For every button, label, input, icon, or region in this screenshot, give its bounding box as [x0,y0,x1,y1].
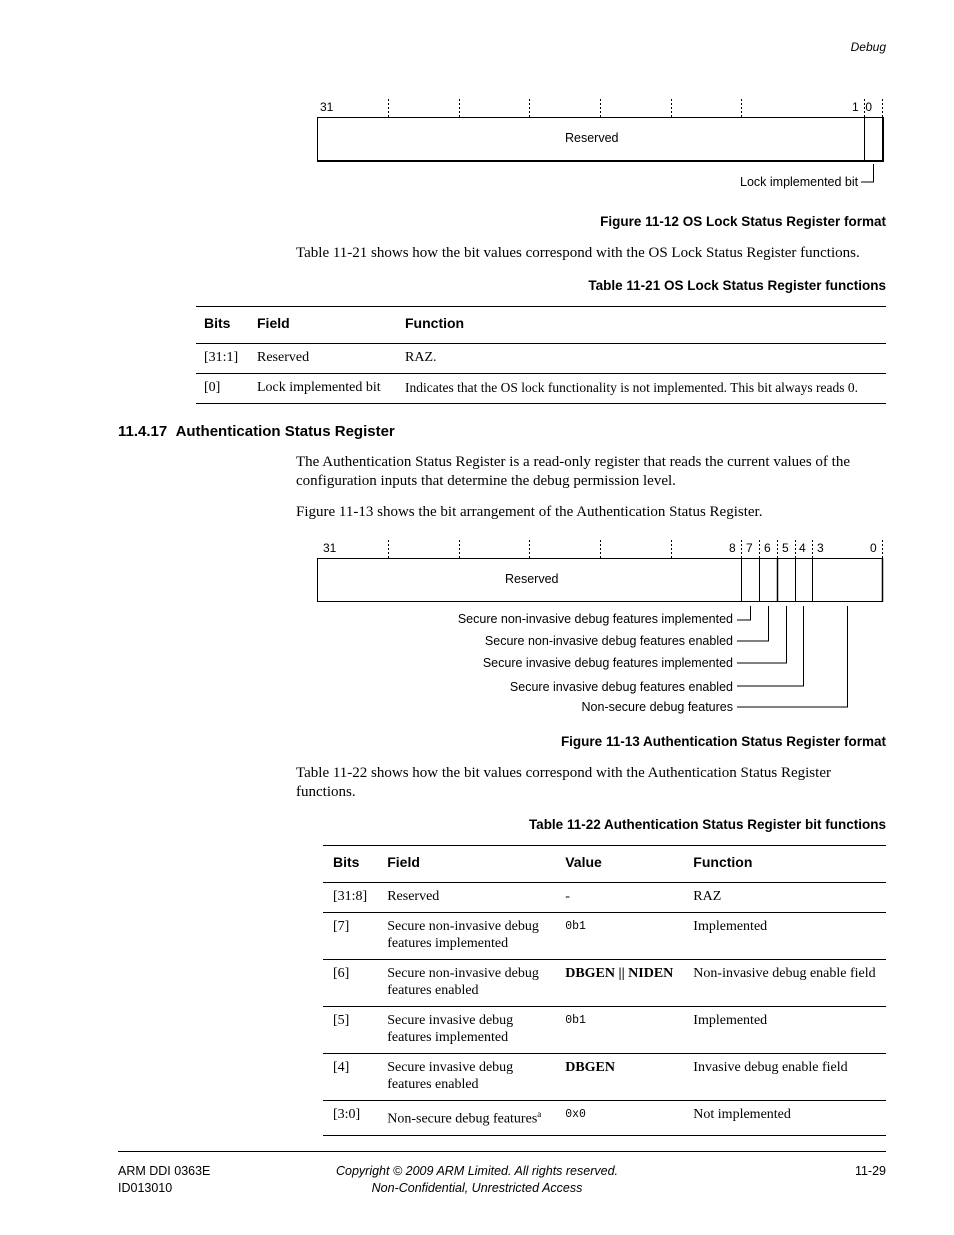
paragraph-3: Figure 11-13 shows the bit arrangement of the Authentication Status Register. [296,504,763,520]
cell-field: Secure invasive debug features enabled [377,1054,555,1101]
bit-label-3: 3 [817,541,824,555]
footnote-marker: a [537,1109,542,1119]
footer-center [302,1163,652,1197]
field-text: Non-secure debug features [387,1111,538,1127]
cell-function: Implemented [683,913,886,960]
bit-label-8: 8 [729,541,736,555]
bit-label-0: 0 [870,541,877,555]
cell-function: Non-invasive debug enable field [683,960,886,1007]
reserved-label-13: Reserved [505,572,559,586]
table-row [323,883,886,913]
table-row [323,960,886,1007]
col-function: Function [683,846,886,883]
figure-11-13 [0,530,954,720]
table-row [196,344,886,374]
table-21-caption: Table 11-21 OS Lock Status Register functions [588,278,886,293]
cell-bits: [7] [323,913,377,960]
table-header-row [196,307,886,344]
table-row [323,1007,886,1054]
cell-function: Implemented [683,1007,886,1054]
cell-field: Reserved [377,883,555,913]
paragraph-4: Table 11-22 shows how the bit values correspond with the Authentication Status Register functions. [296,765,831,800]
page-number: 11-29 [854,1164,886,1178]
cell-field [377,1101,555,1136]
access-notice: Non-Confidential, Unrestricted Access [371,1181,583,1195]
paragraph-2: The Authentication Status Register is a read-only register that reads the current values of the configuration inputs that determine the debug permission level. [296,454,850,489]
cell-function: Not implemented [683,1101,886,1136]
table-row [323,1101,886,1136]
bit-label-7: 7 [746,541,753,555]
cell-value: DBGEN || NIDEN [555,960,683,1007]
col-value: Value [555,846,683,883]
field-label-bit6: Secure non-invasive debug features enabled [484,634,733,648]
cell-bits: [6] [323,960,377,1007]
cell-value: 0b1 [555,913,683,960]
table-21 [196,306,886,404]
paragraph-1: Table 11-21 shows how the bit values correspond with the OS Lock Status Register functions. [296,245,860,261]
table-22-caption: Table 11-22 Authentication Status Register bit functions [528,817,886,832]
table-header-row [323,846,886,883]
col-bits: Bits [323,846,377,883]
table-row [323,913,886,960]
figure-13-caption: Figure 11-13 Authentication Status Register format [560,734,886,749]
cell-value: DBGEN [555,1054,683,1101]
cell-bits: [31:8] [323,883,377,913]
cell-function: Invasive debug enable field [683,1054,886,1101]
footer-divider [118,1151,886,1152]
col-field: Field [377,846,555,883]
copyright: Copyright © 2009 ARM Limited. All rights reserved. [335,1164,618,1178]
field-label-bit5: Secure invasive debug features implemented [482,656,733,670]
cell-bits: [3:0] [323,1101,377,1136]
section-heading [118,423,395,440]
table-22 [323,845,886,1136]
doc-release-id: ID013010 [118,1181,173,1195]
bit-label-31: 31 [323,541,337,555]
col-bits: Bits [196,307,249,344]
cell-field: Secure non-invasive debug features implemented [377,913,555,960]
cell-field: Lock implemented bit [249,374,397,404]
figure-11-12 [0,0,954,200]
field-label-bit4: Secure invasive debug features enabled [509,680,733,694]
cell-bits: [4] [323,1054,377,1101]
cell-value: - [555,883,683,913]
cell-value: 0b1 [555,1007,683,1054]
bit-label-31: 31 [320,100,334,114]
footer-left [118,1163,210,1197]
reserved-label-12: Reserved [565,131,619,145]
section-number: 11.4.17 [118,423,168,440]
doc-id: ARM DDI 0363E [118,1164,211,1178]
running-header: Debug [850,40,886,54]
bit-label-1-0: 1 0 [852,100,873,114]
table-row [196,374,886,404]
cell-bits: [0] [196,374,249,404]
cell-bits: [31:1] [196,344,249,374]
field-label-bits3-0: Non-secure debug features [581,700,733,714]
col-field: Field [249,307,397,344]
bit-label-4: 4 [799,541,806,555]
cell-bits: [5] [323,1007,377,1054]
lock-implemented-label: Lock implemented bit [740,175,859,189]
cell-function: RAZ. [397,344,886,374]
cell-field: Secure invasive debug features implemented [377,1007,555,1054]
cell-function: Indicates that the OS lock functionality is not implemented. This bit always reads 0. [397,374,886,404]
cell-field: Reserved [249,344,397,374]
section-title: Authentication Status Register [175,423,395,440]
col-function: Function [397,307,886,344]
table-row [323,1054,886,1101]
figure-12-caption: Figure 11-12 OS Lock Status Register format [600,214,886,229]
cell-function: RAZ [683,883,886,913]
cell-value: 0x0 [555,1101,683,1136]
field-label-bit7: Secure non-invasive debug features implemented [457,612,733,626]
register-diagram-12 [0,0,954,200]
cell-field: Secure non-invasive debug features enabled [377,960,555,1007]
bit-label-5: 5 [782,541,789,555]
bit-label-6: 6 [764,541,771,555]
